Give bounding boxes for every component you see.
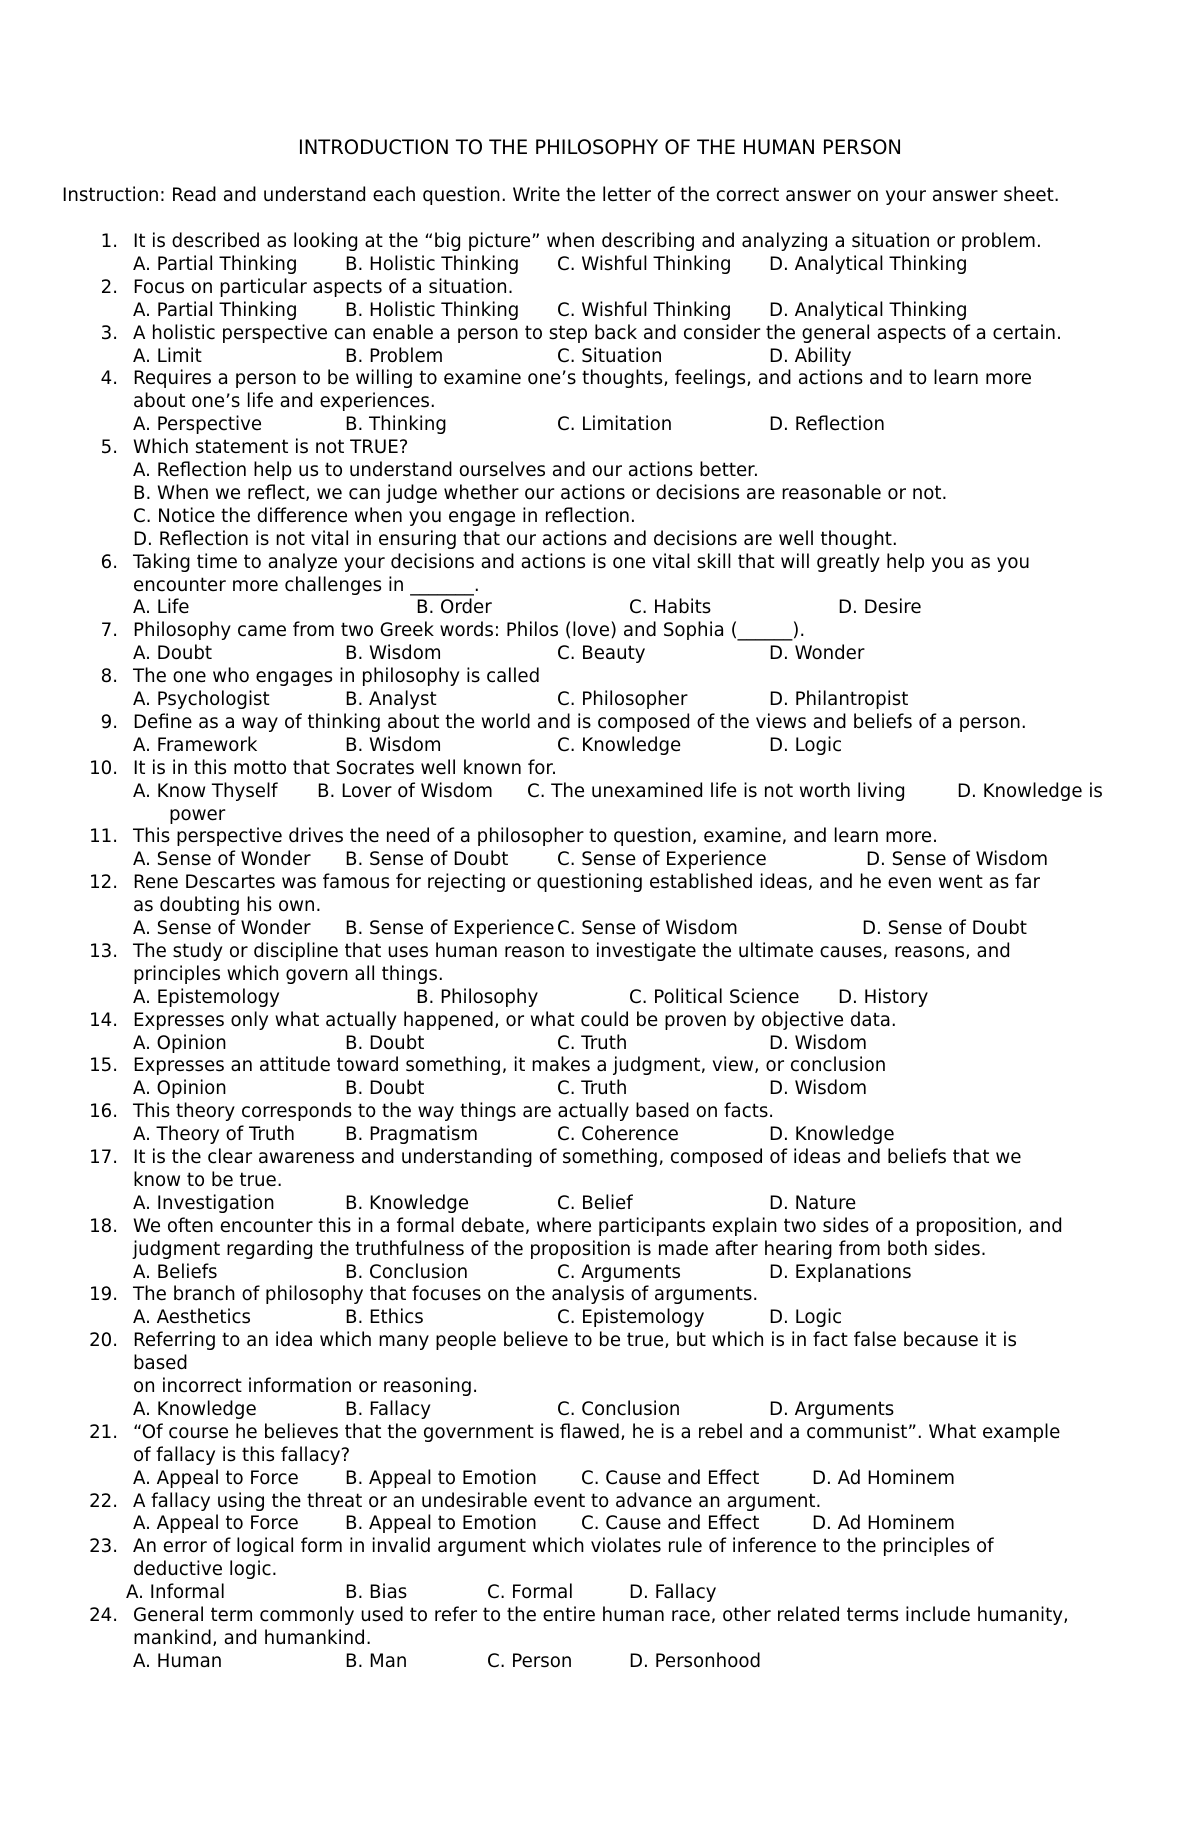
question-text: on incorrect information or reasoning. bbox=[133, 1376, 479, 1397]
question-text: about one’s life and experiences. bbox=[133, 391, 436, 413]
question-number: 2. bbox=[100, 276, 118, 298]
answer-choice: A. Reflection help us to understand ourselves and our actions better. bbox=[133, 460, 759, 481]
answer-choice: C. Arguments bbox=[557, 1261, 681, 1283]
answer-choice: D. Wisdom bbox=[769, 1078, 868, 1100]
answer-choice: B. Appeal to Emotion bbox=[345, 1467, 537, 1489]
answer-choice: C. Sense of Experience bbox=[557, 849, 767, 871]
answer-choice: C. Political Science bbox=[629, 986, 800, 1008]
question-number: 10. bbox=[89, 757, 118, 779]
answer-choice: B. Wisdom bbox=[345, 643, 442, 665]
answer-choice: A. Opinion bbox=[133, 1032, 227, 1054]
answer-choice: D. Knowledge bbox=[769, 1124, 895, 1146]
question-text: Referring to an idea which many people believe to be true, but which is in fact false because it is bbox=[133, 1330, 1017, 1352]
question-text: We often encounter this in a formal debate, where participants explain two sides of a proposition, and bbox=[133, 1215, 1063, 1237]
answer-choice: A. Informal bbox=[126, 1582, 226, 1604]
answer-choice: D. Reflection is not vital in ensuring that our actions and decisions are well thought. bbox=[133, 528, 898, 550]
answer-choice: A. Investigation bbox=[133, 1192, 275, 1214]
answer-choice: D. Ability bbox=[769, 345, 852, 367]
answer-choice: B. Order bbox=[416, 597, 492, 619]
question-text: A holistic perspective can enable a person to step back and consider the general aspects of a certain. bbox=[133, 322, 1062, 344]
question-text: encounter more challenges in _______. bbox=[133, 574, 480, 596]
answer-choice: D. Logic bbox=[769, 734, 843, 756]
answer-choice: D. Sense of Doubt bbox=[862, 918, 1027, 939]
answer-choice: C. Philosopher bbox=[557, 689, 688, 710]
question-text: This perspective drives the need of a philosopher to question, examine, and learn more. bbox=[133, 826, 938, 848]
answer-choice: A. Psychologist bbox=[133, 689, 270, 710]
answer-choice: C. Cause and Effect bbox=[581, 1467, 760, 1489]
answer-choice: B. Philosophy bbox=[416, 986, 539, 1008]
answer-choice: A. Sense of Wonder bbox=[133, 849, 311, 871]
answer-choice: D. Sense of Wisdom bbox=[866, 849, 1049, 871]
question-number: 13. bbox=[89, 940, 118, 962]
question-text: Taking time to analyze your decisions and actions is one vital skill that will greatly help you as you bbox=[133, 551, 1031, 573]
answer-choice: B. Problem bbox=[345, 345, 444, 367]
answer-choice: B. Doubt bbox=[345, 1078, 425, 1100]
answer-choice: B. Doubt bbox=[345, 1032, 425, 1054]
question-number: 23. bbox=[89, 1536, 118, 1558]
question-number: 5. bbox=[100, 437, 118, 459]
answer-choice: A. Partial Thinking bbox=[133, 253, 298, 275]
answer-choice: D. Arguments bbox=[769, 1398, 895, 1420]
answer-choice: B. Knowledge bbox=[345, 1192, 470, 1214]
answer-choice: C. Knowledge bbox=[557, 734, 682, 756]
question-number: 14. bbox=[89, 1009, 118, 1031]
answer-choice: C. Wishful Thinking bbox=[557, 299, 732, 321]
question-number: 11. bbox=[89, 826, 118, 848]
answer-choice: A. Aesthetics bbox=[133, 1307, 251, 1329]
question-text: Expresses an attitude toward something, it makes a judgment, view, or conclusion bbox=[133, 1055, 887, 1077]
question-text: A fallacy using the threat or an undesirable event to advance an argument. bbox=[133, 1490, 822, 1512]
answer-choice: B. Ethics bbox=[345, 1307, 424, 1329]
answer-choice: D. Desire bbox=[838, 597, 922, 619]
answer-choice: D. Logic bbox=[769, 1307, 843, 1329]
answer-choice: A. Knowledge bbox=[133, 1398, 257, 1420]
answer-choice: D. Knowledge is bbox=[957, 780, 1103, 802]
answer-choice: C. Coherence bbox=[557, 1124, 679, 1146]
question-text: General term commonly used to refer to the entire human race, other related terms include humanity, bbox=[133, 1605, 1069, 1626]
answer-choice: B. Holistic Thinking bbox=[345, 299, 520, 321]
answer-choice: C. Truth bbox=[557, 1032, 628, 1054]
question-number: 20. bbox=[89, 1330, 118, 1352]
answer-choice: C. Truth bbox=[557, 1078, 628, 1100]
answer-choice: C. Conclusion bbox=[557, 1398, 681, 1420]
answer-choice: D. Wisdom bbox=[769, 1032, 868, 1054]
question-number: 18. bbox=[89, 1215, 118, 1237]
question-text: The branch of philosophy that focuses on the analysis of arguments. bbox=[133, 1284, 759, 1306]
answer-choice: B. Lover of Wisdom bbox=[317, 780, 494, 802]
answer-choice: A. Limit bbox=[133, 345, 202, 367]
question-number: 19. bbox=[89, 1284, 118, 1306]
answer-choice: A. Life bbox=[133, 597, 190, 619]
question-number: 16. bbox=[89, 1101, 118, 1123]
question-text: principles which govern all things. bbox=[133, 963, 444, 985]
question-text: It is the clear awareness and understanding of something, composed of ideas and beliefs that we bbox=[133, 1147, 1022, 1168]
answer-choice: B. Holistic Thinking bbox=[345, 253, 520, 275]
answer-choice: A. Appeal to Force bbox=[133, 1513, 299, 1535]
question-number: 9. bbox=[100, 711, 118, 733]
answer-choice: D. Nature bbox=[769, 1192, 857, 1214]
question-text: It is in this motto that Socrates well known for. bbox=[133, 757, 557, 779]
answer-choice: B. Pragmatism bbox=[345, 1124, 479, 1146]
question-text: as doubting his own. bbox=[133, 895, 322, 917]
answer-choice: A. Opinion bbox=[133, 1078, 227, 1100]
answer-choice: A. Framework bbox=[133, 734, 258, 756]
answer-choice: B. Appeal to Emotion bbox=[345, 1513, 537, 1535]
answer-choice: C. Formal bbox=[487, 1582, 574, 1604]
question-text: Requires a person to be willing to examine one’s thoughts, feelings, and actions and to learn more bbox=[133, 368, 1032, 390]
answer-choice: C. Epistemology bbox=[557, 1307, 705, 1329]
answer-choice: C. Notice the difference when you engage in reflection. bbox=[133, 505, 636, 527]
question-number: 24. bbox=[89, 1605, 118, 1626]
answer-choice: D. Personhood bbox=[629, 1650, 762, 1672]
answer-choice: B. Bias bbox=[345, 1582, 408, 1604]
question-text: based bbox=[133, 1353, 188, 1375]
answer-choice: C. Sense of Wisdom bbox=[557, 918, 738, 939]
answer-choice: D. Explanations bbox=[769, 1261, 912, 1283]
question-text: deductive logic. bbox=[133, 1559, 278, 1581]
answer-choice: D. Analytical Thinking bbox=[769, 299, 968, 321]
answer-choice: A. Sense of Wonder bbox=[133, 918, 311, 939]
answer-choice: A. Appeal to Force bbox=[133, 1467, 299, 1489]
answer-choice: A. Epistemology bbox=[133, 986, 280, 1008]
answer-choice: D. Philantropist bbox=[769, 689, 909, 710]
question-number: 1. bbox=[100, 231, 118, 252]
answer-choice: C. The unexamined life is not worth living bbox=[527, 780, 906, 802]
answer-choice: C. Situation bbox=[557, 345, 663, 367]
answer-choice: D. History bbox=[838, 986, 929, 1008]
question-text: Philosophy came from two Greek words: Philos (love) and Sophia (______). bbox=[133, 620, 806, 642]
question-number: 7. bbox=[100, 620, 118, 642]
answer-choice: D. Reflection bbox=[769, 414, 886, 436]
question-text: The one who engages in philosophy is called bbox=[133, 666, 541, 688]
question-number: 8. bbox=[100, 666, 118, 688]
answer-choice: A. Doubt bbox=[133, 643, 213, 665]
page-title: INTRODUCTION TO THE PHILOSOPHY OF THE HUMAN PERSON bbox=[297, 136, 903, 159]
answer-choice: A. Beliefs bbox=[133, 1261, 218, 1283]
answer-choice: B. Analyst bbox=[345, 689, 437, 710]
instruction-text: Instruction: Read and understand each question. Write the letter of the correct answer on your answer sheet. bbox=[62, 185, 1060, 206]
answer-choice: A. Perspective bbox=[133, 414, 263, 436]
answer-choice: D. Analytical Thinking bbox=[769, 253, 968, 275]
answer-choice: C. Beauty bbox=[557, 643, 646, 665]
answer-choice: B. Man bbox=[345, 1650, 408, 1672]
question-text: “Of course he believes that the government is flawed, he is a rebel and a communist”. What example bbox=[133, 1421, 1061, 1443]
answer-choice: D. Ad Hominem bbox=[812, 1513, 956, 1535]
answer-choice: B. Fallacy bbox=[345, 1398, 431, 1420]
question-text: Expresses only what actually happened, or what could be proven by objective data. bbox=[133, 1009, 897, 1031]
question-number: 6. bbox=[100, 551, 118, 573]
question-number: 12. bbox=[89, 872, 118, 894]
question-text: of fallacy is this fallacy? bbox=[133, 1444, 351, 1466]
answer-choice: C. Habits bbox=[629, 597, 712, 619]
answer-choice: A. Know Thyself bbox=[133, 780, 278, 802]
question-text: Rene Descartes was famous for rejecting or questioning established ideas, and he even went as far bbox=[133, 872, 1040, 894]
question-number: 3. bbox=[100, 322, 118, 344]
question-text: The study or discipline that uses human reason to investigate the ultimate causes, reasons, and bbox=[133, 940, 1011, 962]
question-text: This theory corresponds to the way things are actually based on facts. bbox=[133, 1101, 775, 1123]
question-text: It is described as looking at the “big picture” when describing and analyzing a situation or problem. bbox=[133, 231, 1042, 252]
answer-choice: D. Fallacy bbox=[629, 1582, 717, 1604]
answer-choice: C. Belief bbox=[557, 1192, 633, 1214]
answer-choice: C. Person bbox=[487, 1650, 573, 1672]
answer-choice: A. Human bbox=[133, 1650, 223, 1672]
question-number: 21. bbox=[89, 1421, 118, 1443]
answer-choice: B. Sense of Experience bbox=[345, 918, 555, 939]
question-number: 15. bbox=[89, 1055, 118, 1077]
answer-choice: B. Conclusion bbox=[345, 1261, 469, 1283]
answer-choice: D. Wonder bbox=[769, 643, 865, 665]
answer-choice: B. When we reflect, we can judge whether our actions or decisions are reasonable or not. bbox=[133, 482, 948, 504]
question-text: Which statement is not TRUE? bbox=[133, 437, 409, 459]
question-text: know to be true. bbox=[133, 1169, 283, 1191]
answer-choice: A. Theory of Truth bbox=[133, 1124, 296, 1146]
answer-choice: C. Cause and Effect bbox=[581, 1513, 760, 1535]
question-number: 17. bbox=[89, 1147, 118, 1168]
answer-choice: D. Ad Hominem bbox=[812, 1467, 956, 1489]
question-number: 22. bbox=[89, 1490, 118, 1512]
question-text: Define as a way of thinking about the world and is composed of the views and beliefs of a person. bbox=[133, 711, 1027, 733]
answer-choice: C. Wishful Thinking bbox=[557, 253, 732, 275]
answer-choice: B. Thinking bbox=[345, 414, 447, 436]
answer-choice: C. Limitation bbox=[557, 414, 673, 436]
question-text: Focus on particular aspects of a situation. bbox=[133, 276, 514, 298]
answer-choice: A. Partial Thinking bbox=[133, 299, 298, 321]
answer-choice: B. Sense of Doubt bbox=[345, 849, 509, 871]
question-text: judgment regarding the truthfulness of the proposition is made after hearing from both sides. bbox=[133, 1238, 987, 1260]
question-text: mankind, and humankind. bbox=[133, 1627, 372, 1649]
question-number: 4. bbox=[100, 368, 118, 390]
question-text: An error of logical form in invalid argument which violates rule of inference to the principles of bbox=[133, 1536, 994, 1558]
answer-choice: power bbox=[169, 803, 226, 825]
answer-choice: B. Wisdom bbox=[345, 734, 442, 756]
